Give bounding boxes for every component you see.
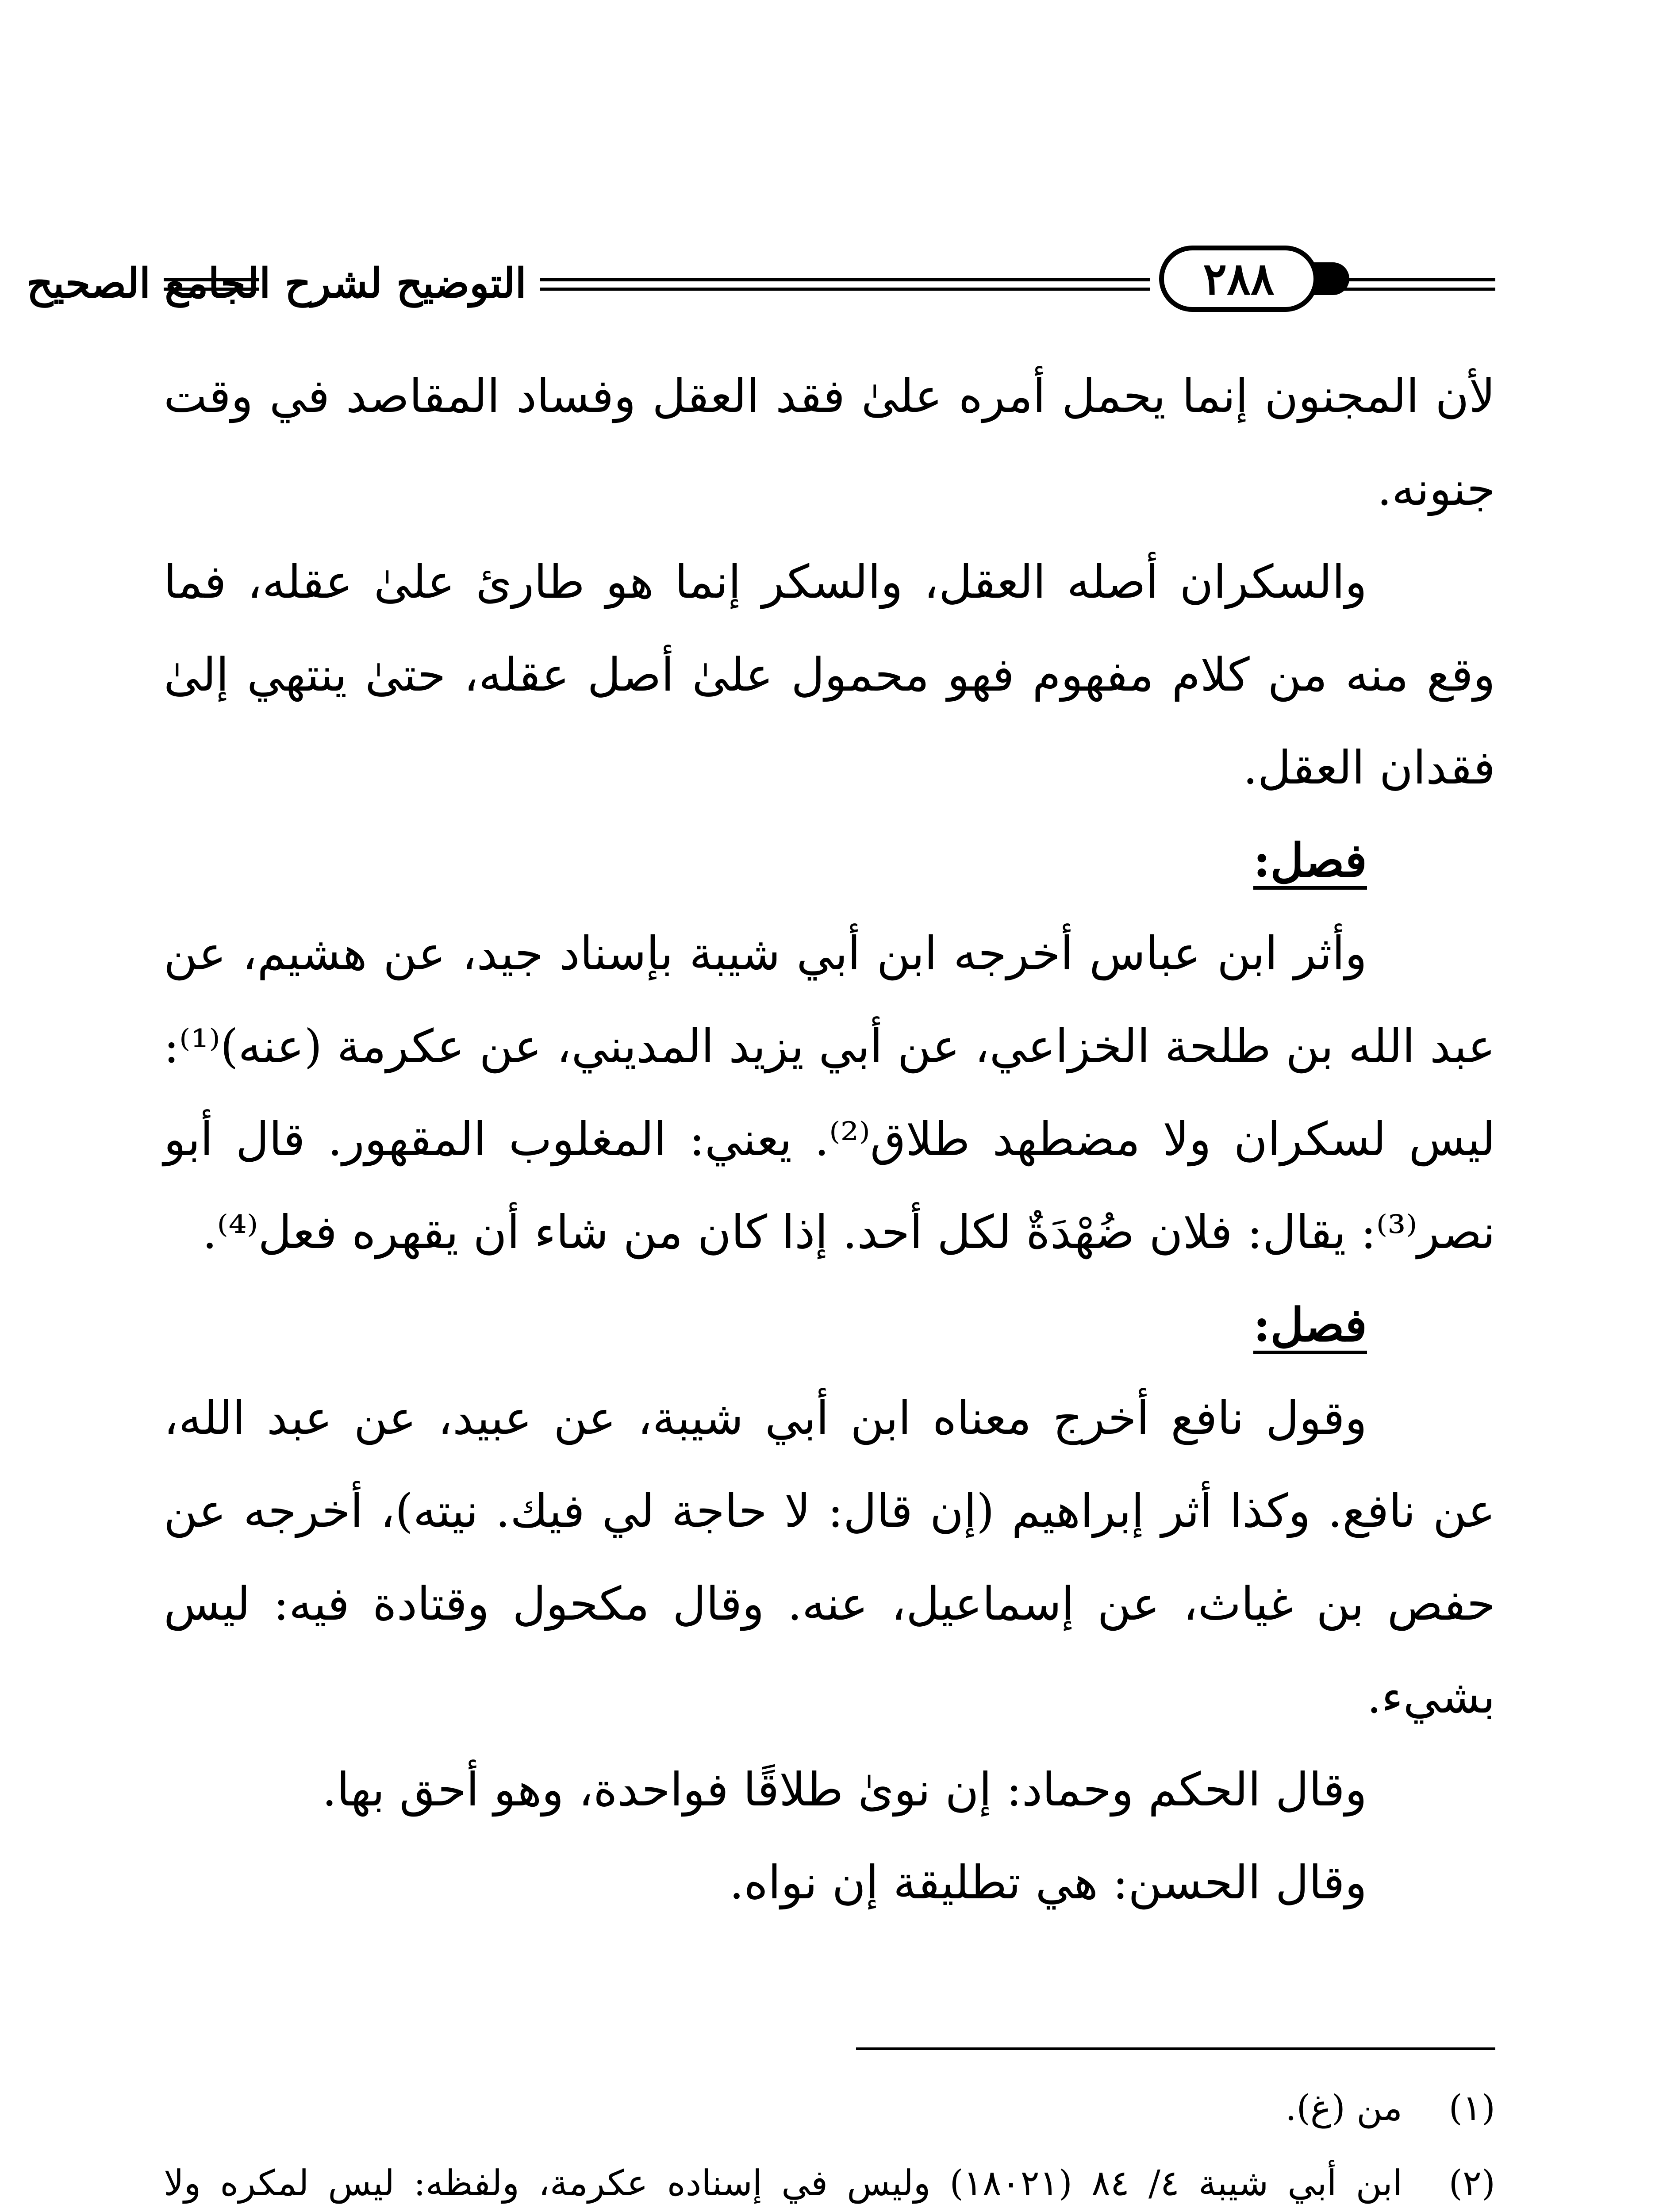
running-title: التوضيح لشرح الجامع الصحيح: [27, 259, 526, 307]
footnote: [164, 2146, 1495, 2212]
main-text: [164, 349, 1495, 1929]
footnote-number: (١): [1448, 2087, 1495, 2128]
paragraph: وقول نافع أخرج معناه ابن أبي شيبة، عن عبيد، عن عبد الله، عن نافع. وكذا أثر إبراهيم (إن قال: لا حاجة لي فيك. نيته)، أخرجه عن حفص بن غياث، عن إسماعيل، عنه. وقال مكحول وقتادة فيه: ليس بشيء.: [164, 1391, 1496, 1724]
paragraph: وقال الحكم وحماد: إن نوىٰ طلاقًا فواحدة، وهو أحق بها.: [322, 1763, 1367, 1816]
page-number-frame: [1159, 246, 1318, 312]
running-header: [27, 237, 1495, 321]
header-rule-middle: [540, 278, 1150, 291]
section-heading: فصل:: [1253, 833, 1367, 887]
footnotes: [164, 2070, 1495, 2212]
page-number: ٢٨٨: [1203, 253, 1275, 305]
paragraph: والسكران أصله العقل، والسكر إنما هو طارئ علىٰ عقله، فما وقع منه من كلام مفهوم فهو محمول علىٰ أصل عقله، حتىٰ ينتهي إلىٰ فقدان العقل.: [164, 555, 1495, 795]
footnote-text: من (غ).: [1285, 2087, 1402, 2128]
footnote-text: ابن أبي شيبة ٤/ ٨٤ (١٨٠٢١) وليس في إسناده عكرمة، ولفظه: ليس لمكره ولا: [164, 2162, 1402, 2204]
section-heading: فصل:: [1253, 1298, 1367, 1352]
footnote-number: (٢): [1448, 2162, 1495, 2204]
header-rule-right: [1340, 278, 1495, 291]
paragraph: وقال الحسن: هي تطليقة إن نواه.: [729, 1855, 1367, 1909]
paragraph: لأن المجنون إنما يحمل أمره علىٰ فقد العقل وفساد المقاصد في وقت جنونه.: [164, 369, 1495, 516]
paragraph: وأثر ابن عباس أخرجه ابن أبي شيبة بإسناد جيد، عن هشيم، عن عبد الله بن طلحة الخزاعي، عن أبي يزيد المديني، عن عكرمة (عنه)⁽¹⁾: ليس لسكران ولا مضطهد طلاق⁽²⁾. يعني: المغلوب المقهور. قال أبو نصر⁽³⁾: يقال: فلان ضُهْدَةٌ لكل أحد. إذا كان من شاء أن يقهره فعل⁽⁴⁾.: [164, 926, 1495, 1259]
footnote: [164, 2070, 1495, 2146]
footnote-separator: [856, 2047, 1495, 2050]
